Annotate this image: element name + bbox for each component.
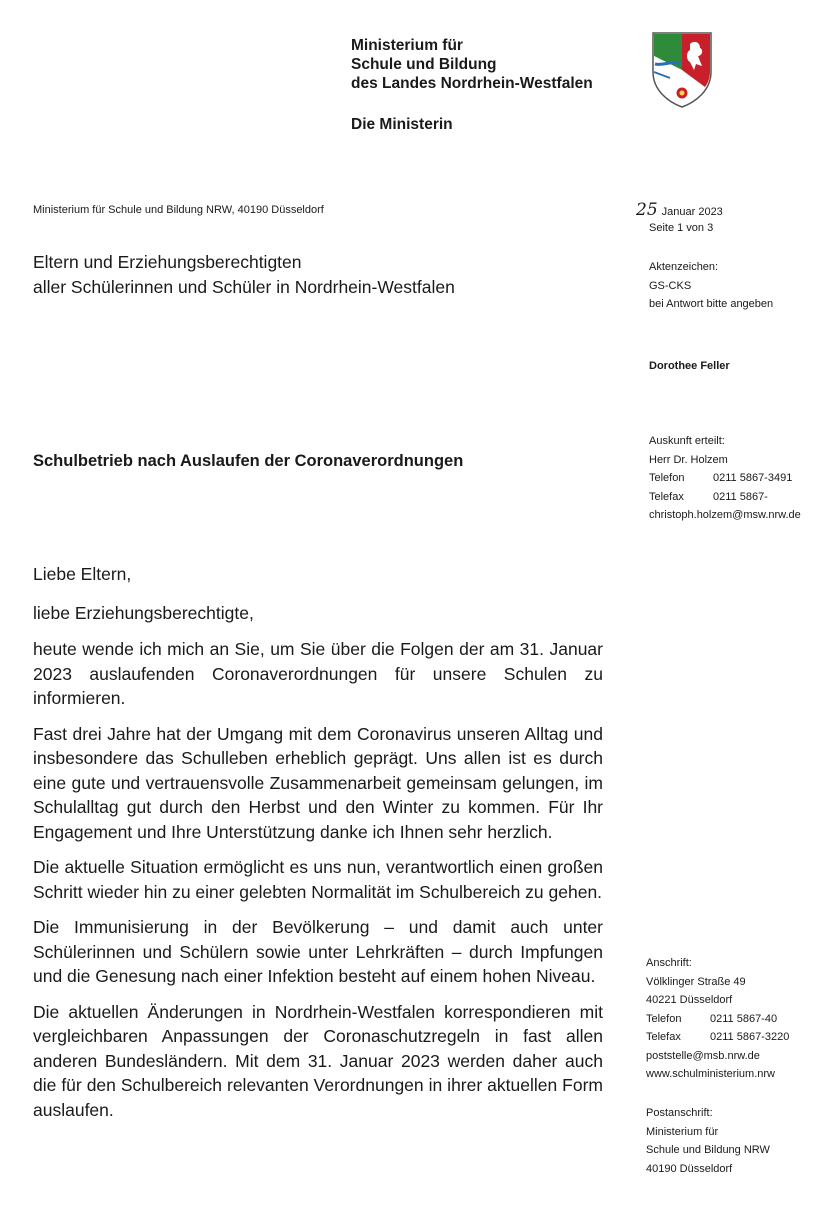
- reference-note: bei Antwort bitte angeben: [649, 298, 774, 310]
- recipient-block: [33, 250, 455, 300]
- minister-role: Die Ministerin: [351, 116, 453, 133]
- contact-phone: Telefon 0211 5867-3491: [649, 472, 793, 484]
- ministry-line-1: Ministerium für: [351, 37, 463, 54]
- date-day-handwritten: 25: [636, 200, 658, 220]
- paragraph-2: Fast drei Jahre hat der Umgang mit dem Coronavirus unseren Alltag und insbesondere das Schulleben erheblich geprägt. Uns allen ist es durch eine gute und vertrauensvolle Zusammenarbeit gemeinsam gelungen, im Schulalltag gut durch den Herbst und den Winter zu kommen. Für Ihr Engagement und Ihre Unterstützung danke ich Ihnen sehr herzlich.: [33, 723, 603, 842]
- paragraph-4: Die Immunisierung in der Bevölkerung – und damit auch unter Schülerinnen und Schülern sowie unter Lehrkräften – durch Impfungen und die Genesung nach einer Infektion besteht auf einem hohen Niveau.: [33, 917, 603, 986]
- letter-date: [636, 200, 723, 220]
- paragraph-3: Die aktuelle Situation ermöglicht es uns nun, verantwortlich einen großen Schritt wieder hin zu einer gelebten Normalität im Schulbereich zu gehen.: [33, 857, 603, 902]
- ministry-name: [351, 36, 593, 93]
- address-phone: Telefon 0211 5867-40: [646, 1012, 778, 1025]
- postal-line-2: Schule und Bildung NRW: [646, 1144, 770, 1156]
- reference-label: Aktenzeichen:: [649, 261, 719, 273]
- salutation-2: liebe Erziehungsberechtigte,: [33, 602, 254, 623]
- ministry-line-2: Schule und Bildung: [351, 56, 497, 73]
- address-fax: Telefax 0211 5867-3220: [646, 1031, 790, 1043]
- letter-body: [33, 562, 603, 1133]
- address-label: Anschrift:: [646, 957, 692, 969]
- contact-block: [649, 432, 801, 525]
- info-person: Herr Dr. Holzem: [649, 453, 728, 466]
- contact-fax: Telefax 0211 5867-: [649, 490, 768, 503]
- salutation-1: Liebe Eltern,: [33, 564, 132, 584]
- address-email: poststelle@msb.nrw.de: [646, 1049, 760, 1062]
- postal-label: Postanschrift:: [646, 1107, 713, 1119]
- author-name: Dorothee Feller: [649, 360, 730, 372]
- postal-line-3: 40190 Düsseldorf: [646, 1162, 733, 1175]
- paragraph-5: Die aktuellen Änderungen in Nordrhein-Westfalen korrespondieren mit vergleichbaren Anpassungen der Coronaschutzregeln in fast allen anderen Bundesländern. Mit dem 31. Januar 2023 werden daher auch die für den Schulbereich relevanten Verordnungen in ihrer aktuellen Form auslaufen.: [33, 1001, 603, 1120]
- address-block: [646, 954, 789, 1084]
- page-number: Seite 1 von 3: [649, 222, 714, 234]
- ministry-line-3: des Landes Nordrhein-Westfalen: [351, 75, 593, 92]
- reference-block: [649, 258, 773, 314]
- postal-line-1: Ministerium für: [646, 1125, 719, 1138]
- paragraph-1: heute wende ich mich an Sie, um Sie über die Folgen der am 31. Januar 2023 auslaufenden Coronaverordnungen für unsere Schulen zu informieren.: [33, 639, 603, 708]
- contact-email: christoph.holzem@msw.nrw.de: [649, 509, 801, 521]
- address-web: www.schulministerium.nrw: [646, 1068, 775, 1080]
- address-city: 40221 Düsseldorf: [646, 994, 733, 1006]
- info-label: Auskunft erteilt:: [649, 435, 725, 447]
- address-street: Völklinger Straße 49: [646, 975, 746, 988]
- date-month-year: Januar 2023: [661, 206, 723, 218]
- letter-subject: Schulbetrieb nach Auslaufen der Coronaverordnungen: [33, 452, 464, 470]
- reference-value: GS-CKS: [649, 279, 692, 292]
- recipient-line-2: aller Schülerinnen und Schüler in Nordrhein-Westfalen: [33, 277, 455, 297]
- postal-block: [646, 1104, 770, 1178]
- recipient-line-1: Eltern und Erziehungsberechtigten: [33, 252, 302, 272]
- nrw-coat-of-arms-icon: [650, 30, 714, 110]
- sender-line: Ministerium für Schule und Bildung NRW, 40190 Düsseldorf: [33, 204, 324, 216]
